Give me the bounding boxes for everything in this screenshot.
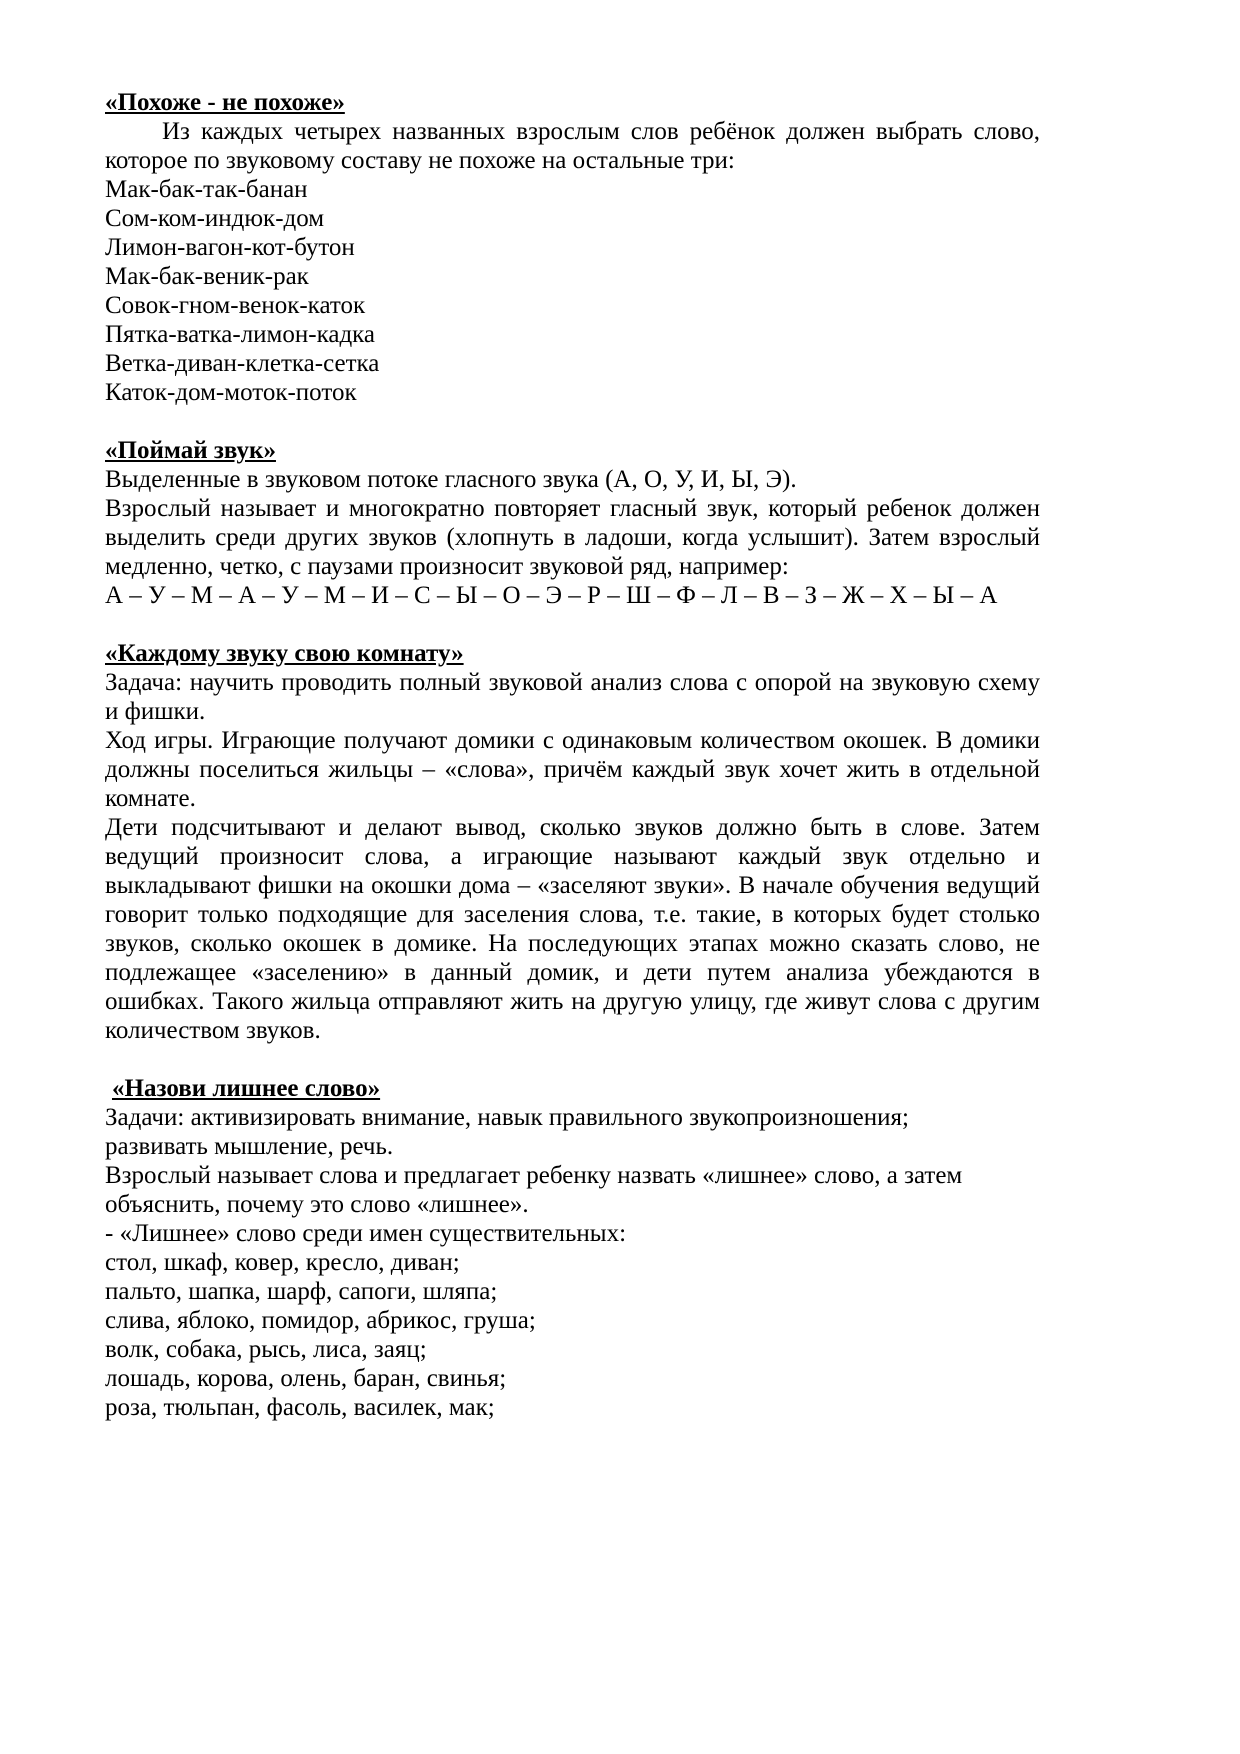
word-row: роза, тюльпан, фасоль, василек, мак;: [105, 1394, 495, 1421]
word-row: пальто, шапка, шарф, сапоги, шляпа;: [105, 1278, 498, 1305]
list-header-line: - «Лишнее» слово среди имен существительных:: [105, 1220, 627, 1247]
section-catch-the-sound: [105, 436, 1040, 610]
section-title: «Поймай звук»: [105, 437, 276, 464]
section-name-the-extra-word: [105, 1074, 1040, 1422]
word-row: Каток-дом-моток-поток: [105, 379, 357, 406]
word-row: Сом-ком-индюк-дом: [105, 205, 325, 232]
paragraph: Ход игры. Играющие получают домики с одинаковым количеством окошек. В домики должны поселиться жильцы – «слова», причём каждый звук хочет жить в отдельной комнате.: [105, 727, 1040, 812]
task-line: развивать мышление, речь.: [105, 1133, 394, 1160]
section-title: «Похоже - не похоже»: [105, 89, 345, 116]
word-row: волк, собака, рысь, лиса, заяц;: [105, 1336, 427, 1363]
task-line: Задачи: активизировать внимание, навык правильного звукопроизношения;: [105, 1104, 909, 1131]
word-row: Мак-бак-так-банан: [105, 176, 308, 203]
word-row: Ветка-диван-клетка-сетка: [105, 350, 380, 377]
paragraph: Взрослый называет и многократно повторяет гласный звук, который ребенок должен выделить среди других звуков (хлопнуть в ладоши, когда услышит). Затем взрослый медленно, четко, с паузами произносит звуковой ряд, например:: [105, 495, 1040, 580]
word-row: лошадь, корова, олень, баран, свинья;: [105, 1365, 507, 1392]
word-row: Пятка-ватка-лимон-кадка: [105, 321, 376, 348]
sound-sequence-line: А – У – М – А – У – М – И – С – Ы – О – Э – Р – Ш – Ф – Л – В – З – Ж – Х – Ы – А: [105, 582, 998, 609]
paragraph: Дети подсчитывают и делают вывод, сколько звуков должно быть в слове. Затем ведущий произносит слова, а играющие называют каждый звук отдельно и выкладывают фишки на окошки дома – «заселяют звуки». В начале обучения ведущий говорит только подходящие для заселения слова, т.е. такие, в которых будет столько звуков, сколько окошек в домике. На последующих этапах можно сказать слово, не подлежащее «заселению» в данный домик, и дети путем анализа убеждаются в ошибках. Такого жильца отправляют жить на другую улицу, где живут слова с другим количеством звуков.: [105, 814, 1040, 1044]
section-title: «Каждому звуку свою комнату»: [105, 640, 464, 667]
section-room-for-each-sound: [105, 639, 1040, 1045]
vowel-list-line: Выделенные в звуковом потоке гласного звука (А, О, У, И, Ы, Э).: [105, 466, 797, 493]
word-row: слива, яблоко, помидор, абрикос, груша;: [105, 1307, 536, 1334]
word-row: стол, шкаф, ковер, кресло, диван;: [105, 1249, 460, 1276]
section-title: «Назови лишнее слово»: [112, 1075, 381, 1102]
paragraph: Задача: научить проводить полный звуковой анализ слова с опорой на звуковую схему и фишки.: [105, 669, 1040, 725]
section-similar-not-similar: [105, 88, 1040, 407]
word-row: Лимон-вагон-кот-бутон: [105, 234, 355, 261]
paragraph: Взрослый называет слова и предлагает ребенку назвать «лишнее» слово, а затем объяснить, почему это слово «лишнее».: [105, 1162, 963, 1218]
section-intro: Из каждых четырех названных взрослым слов ребёнок должен выбрать слово, которое по звуковому составу не похоже на остальные три:: [105, 118, 1040, 174]
word-row: Мак-бак-веник-рак: [105, 263, 309, 290]
word-row: Совок-гном-венок-каток: [105, 292, 366, 319]
